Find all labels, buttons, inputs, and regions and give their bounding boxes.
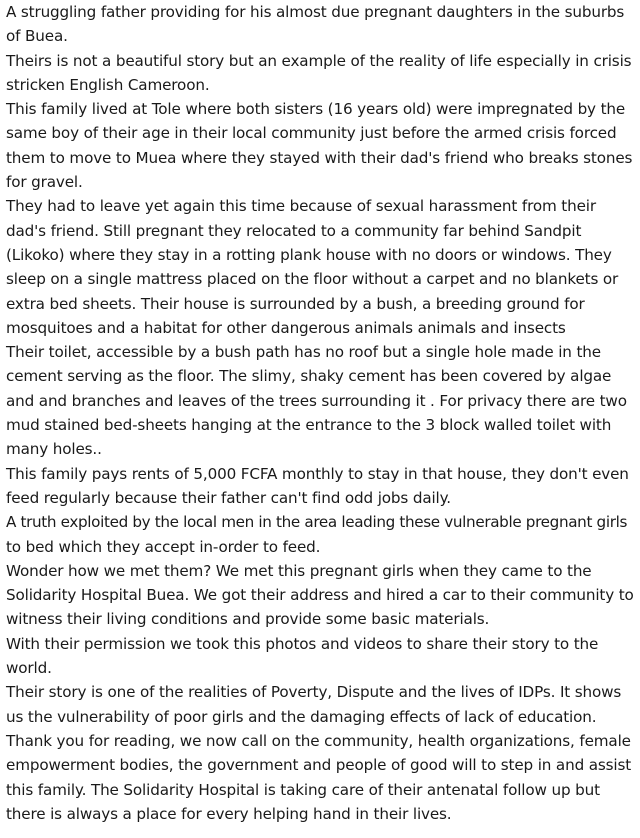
text-line: and and branches and leaves of the trees surrounding it . For privacy there are two: [6, 391, 627, 410]
text-line: us the vulnerability of poor girls and the damaging effects of lack of education.: [6, 707, 597, 726]
text-line: mosquitoes and a habitat for other dangerous animals animals and insects: [6, 318, 566, 337]
text-line: world.: [6, 659, 52, 678]
text-line: there is always a place for every helping hand in their lives.: [6, 804, 452, 823]
text-line: dad's friend. Still pregnant they relocated to a community far behind Sandpit: [6, 221, 582, 240]
text-line: extra bed sheets. Their house is surrounded by a bush, a breeding ground for: [6, 294, 585, 313]
text-line: empowerment bodies, the government and people of good will to step in and assist: [6, 756, 632, 775]
text-line: This family pays rents of 5,000 FCFA monthly to stay in that house, they don't even: [6, 464, 629, 483]
text-line: Wonder how we met them? We met this pregnant girls when they came to the: [6, 561, 592, 580]
text-line: for gravel.: [6, 173, 83, 192]
text-line: Their story is one of the realities of Poverty, Dispute and the lives of IDPs. It shows: [6, 683, 622, 702]
text-line: same boy of their age in their local community just before the armed crisis forced: [6, 124, 617, 143]
text-line: Their toilet, accessible by a bush path has no roof but a single hole made in the: [6, 343, 601, 362]
text-line: A truth exploited by the local men in the area leading these vulnerable pregnant girls: [6, 513, 628, 532]
text-line: witness their living conditions and provide some basic materials.: [6, 610, 490, 629]
text-line: With their permission we took this photos and videos to share their story to the: [6, 634, 599, 653]
text-line: them to move to Muea where they stayed with their dad's friend who breaks stones: [6, 148, 633, 167]
text-line: stricken English Cameroon.: [6, 75, 210, 94]
text-line: They had to leave yet again this time because of sexual harassment from their: [6, 197, 596, 216]
text-line: mud stained bed-sheets hanging at the entrance to the 3 block walled toilet with: [6, 416, 612, 435]
text-line: (Likoko) where they stay in a rotting plank house with no doors or windows. They: [6, 245, 612, 264]
text-line: Theirs is not a beautiful story but an example of the reality of life especially in crisis: [6, 51, 632, 70]
text-line: feed regularly because their father can't find odd jobs daily.: [6, 488, 451, 507]
text-line: cement serving as the floor. The slimy, shaky cement has been covered by algae: [6, 367, 612, 386]
text-line: Thank you for reading, we now call on the community, health organizations, female: [6, 731, 631, 750]
text-line: of Buea.: [6, 27, 68, 46]
text-line: Solidarity Hospital Buea. We got their address and hired a car to their community to: [6, 586, 634, 605]
text-line: A struggling father providing for his almost due pregnant daughters in the suburbs: [6, 3, 625, 21]
text-line: this family. The Solidarity Hospital is taking care of their antenatal follow up but: [6, 780, 600, 799]
text-line: many holes..: [6, 440, 102, 459]
text-line: to bed which they accept in-order to feed.: [6, 537, 321, 556]
text-line: sleep on a single mattress placed on the floor without a carpet and no blankets or: [6, 270, 619, 289]
text-line: This family lived at Tole where both sisters (16 years old) were impregnated by the: [6, 100, 626, 119]
